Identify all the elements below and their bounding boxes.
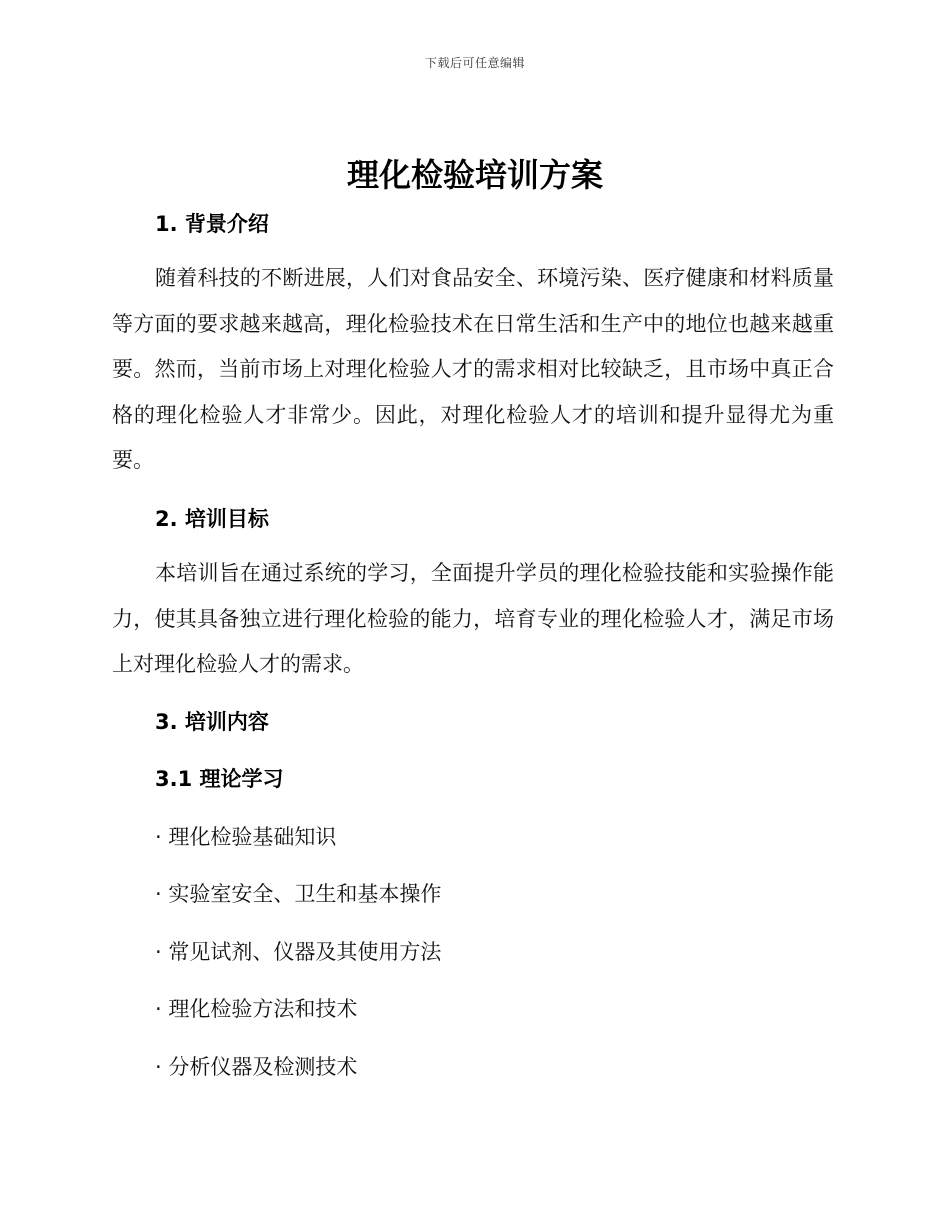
list-item: · 理化检验方法和技术 [155, 997, 358, 1021]
section-heading-background: 1. 背景介绍 [155, 212, 269, 236]
document-title: 理化检验培训方案 [346, 156, 603, 194]
list-item: · 实验室安全、卫生和基本操作 [155, 882, 442, 906]
list-item: · 理化检验基础知识 [155, 825, 337, 849]
paragraph-goals: 本培训旨在通过系统的学习，全面提升学员的理化检验技能和实验操作能力，使其具备独立进行理化检验的能力，培育专业的理化检验人才，满足市场上对理化检验人才的需求。 [112, 561, 834, 676]
paragraph-background: 随着科技的不断进展，人们对食品安全、环境污染、医疗健康和材料质量等方面的要求越来越高，理化检验技术在日常生活和生产中的地位也越来越重要。然而，当前市场上对理化检验人才的需求相对比较缺乏，且市场中真正合格的理化检验人才非常少。因此，对理化检验人才的培训和提升显得尤为重要。 [112, 266, 834, 472]
subsection-heading-theory: 3.1 理论学习 [155, 767, 284, 791]
list-item: · 常见试剂、仪器及其使用方法 [155, 940, 442, 964]
section-heading-content: 3. 培训内容 [155, 710, 269, 734]
header-note: 下载后可任意编辑 [424, 56, 525, 70]
section-heading-goals: 2. 培训目标 [155, 507, 269, 531]
list-item: · 分析仪器及检测技术 [155, 1055, 358, 1079]
